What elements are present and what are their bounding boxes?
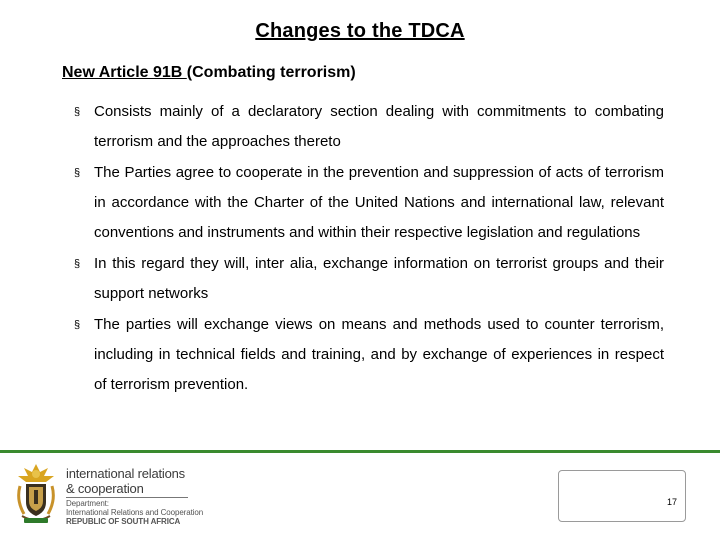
article-subtitle <box>62 64 356 82</box>
bullet-list <box>72 97 664 401</box>
bullet-item <box>72 310 664 400</box>
footer-divider <box>0 450 720 453</box>
org-department-name: International Relations and Cooperation <box>66 508 204 517</box>
bullet-text: The Parties agree to cooperate in the prevention and suppression of acts of terrorism in accordance with the Charter of the United Nations and international law, relevant conventions and instruments and within their respective legislation and regulations <box>94 164 664 241</box>
coat-of-arms-icon <box>10 460 62 526</box>
org-name-line2: & cooperation <box>66 481 144 496</box>
bullet-marker: § <box>74 106 81 118</box>
bullet-text: Consists mainly of a declaratory section dealing with commitments to combating terrorism and the approaches thereto <box>94 103 664 150</box>
org-department-label: Department: <box>66 499 109 508</box>
bullet-marker: § <box>74 319 81 331</box>
bullet-marker: § <box>74 167 81 179</box>
bullet-text: In this regard they will, inter alia, exchange information on terrorist groups and their support networks <box>94 255 664 302</box>
bullet-marker: § <box>74 258 81 270</box>
slide-title: Changes to the TDCA <box>255 20 465 42</box>
article-topic: (Combating terrorism) <box>186 64 356 81</box>
bullet-item <box>72 97 664 157</box>
org-separator <box>66 497 188 498</box>
page-number-box <box>558 470 686 522</box>
page-number: 17 <box>666 497 677 507</box>
org-country: REPUBLIC OF SOUTH AFRICA <box>66 517 181 526</box>
bullet-item <box>72 249 664 309</box>
org-name-line1: international relations <box>66 466 185 481</box>
article-number: New Article 91B <box>62 64 187 81</box>
bullet-text: The parties will exchange views on means and methods used to counter terrorism, including in technical fields and training, and by exchange of experiences in respect of terrorism prevention. <box>94 316 664 393</box>
bullet-item <box>72 158 664 248</box>
department-logo <box>10 458 210 528</box>
